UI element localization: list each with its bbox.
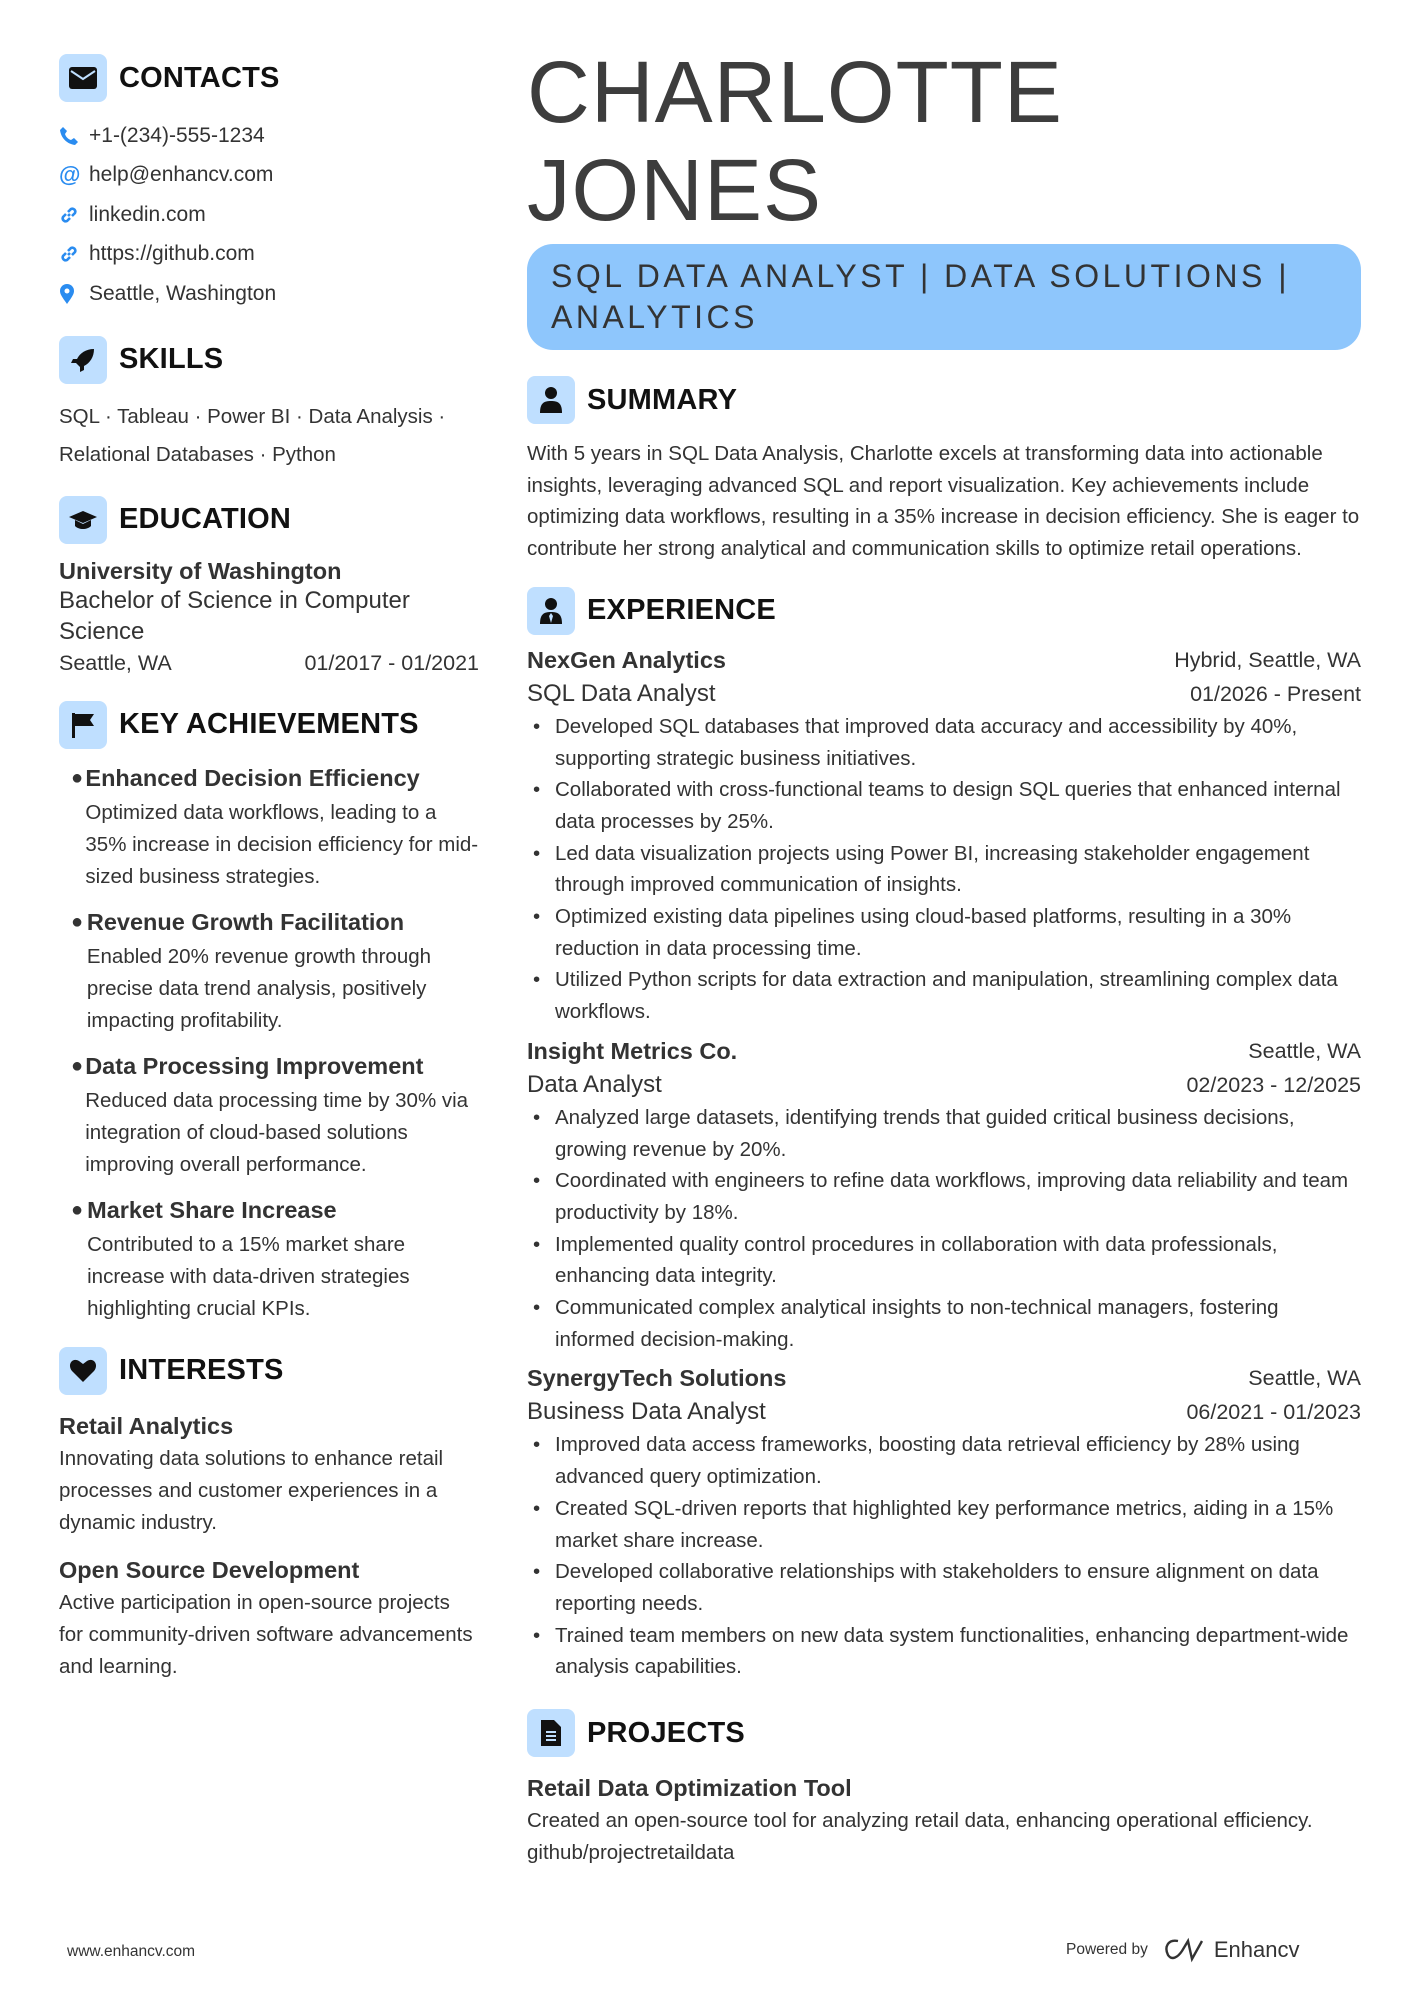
job-bullet: • Coordinated with engineers to refine data workflows, improving data reliability and team productivity by 18%. [527, 1165, 1361, 1228]
skills-list: Relational Databases · Python [59, 442, 336, 466]
skills-list: SQL · Tableau · Power BI · Data Analysis · [59, 404, 446, 428]
achievement-item [59, 1195, 479, 1325]
contact-text: Seattle, Washington [89, 281, 277, 305]
contact-item[interactable] [59, 116, 479, 156]
section-heading: EDUCATION [119, 503, 292, 535]
job-location: Seattle, WA [1248, 1038, 1361, 1063]
link-icon [59, 244, 89, 264]
achievement-title: Revenue Growth Facilitation [86, 908, 405, 935]
job-entry [527, 1361, 1361, 1683]
education-section [59, 496, 479, 679]
phone-icon [59, 126, 89, 146]
achievement-item [59, 763, 479, 893]
company-name: Insight Metrics Co. [527, 1037, 738, 1064]
job-entry [527, 643, 1361, 1028]
contact-text: linkedin.com [89, 202, 206, 226]
interest-item [59, 1409, 479, 1539]
job-dates: 01/2026 - Present [1190, 681, 1361, 706]
interests-section [59, 1347, 479, 1683]
section-heading: CONTACTS [119, 61, 280, 94]
envelope-icon [59, 54, 107, 102]
enhancv-brand: Enhancv [1213, 1937, 1300, 1962]
job-location: Seattle, WA [1248, 1366, 1361, 1391]
enhancv-logo-icon [1162, 1937, 1206, 1963]
job-dates: 06/2021 - 01/2023 [1186, 1400, 1361, 1425]
contact-item[interactable] [59, 156, 479, 196]
bullet-icon: ● [71, 910, 84, 933]
interest-description: Innovating data solutions to enhance retail processes and customer experiences in a dynamic industry. [59, 1446, 444, 1534]
achievement-item [59, 907, 479, 1037]
company-name: NexGen Analytics [527, 646, 726, 673]
job-title-banner: SQL DATA ANALYST | DATA SOLUTIONS | ANALYTICS [527, 244, 1361, 350]
interest-item [59, 1553, 479, 1683]
job-role: SQL Data Analyst [527, 679, 716, 707]
document-icon [527, 1709, 575, 1757]
contact-item[interactable] [59, 274, 479, 314]
degree: Bachelor of Science in Computer Science [59, 586, 410, 645]
job-entry [527, 1034, 1361, 1356]
bullet-icon: ● [71, 766, 84, 789]
projects-section [527, 1709, 1361, 1868]
section-heading: INTERESTS [119, 1354, 284, 1386]
achievement-item [59, 1051, 479, 1181]
section-heading: KEY ACHIEVEMENTS [119, 708, 419, 740]
summary-section [527, 376, 1361, 565]
education-dates: 01/2017 - 01/2021 [304, 650, 479, 675]
section-heading: SUMMARY [587, 383, 738, 416]
job-bullet: • Implemented quality control procedures in collaboration with data professionals, enhancing data integrity. [527, 1229, 1361, 1292]
location-icon [59, 283, 89, 305]
section-heading: SKILLS [119, 343, 224, 375]
job-bullet: • Collaborated with cross-functional teams to design SQL queries that enhanced internal data processes by 25%. [527, 774, 1361, 837]
contact-text: help@enhancv.com [89, 163, 274, 187]
skills-section [59, 336, 479, 474]
achievements-section [59, 701, 479, 1325]
job-bullet: • Utilized Python scripts for data extraction and manipulation, streamlining complex data workflows. [527, 964, 1361, 1027]
achievement-description: Contributed to a 15% market share increase with data-driven strategies highlighting crucial KPIs. [87, 1232, 410, 1320]
achievement-title: Data Processing Improvement [85, 1052, 424, 1079]
school-name: University of Washington [59, 557, 342, 584]
job-bullet: • Led data visualization projects using Power BI, increasing stakeholder engagement through improved communication of insights. [527, 838, 1361, 901]
bullet-icon: ● [71, 1198, 84, 1221]
job-role: Business Data Analyst [527, 1398, 766, 1426]
interest-description: Active participation in open-source projects for community-driven software advancements and learning. [59, 1590, 473, 1678]
section-heading: EXPERIENCE [587, 594, 776, 627]
bullet-icon: ● [71, 1054, 84, 1077]
footer-website[interactable]: www.enhancv.com [67, 1943, 196, 1960]
contact-text: https://github.com [89, 242, 255, 266]
rocket-icon [59, 336, 107, 384]
job-dates: 02/2023 - 12/2025 [1186, 1072, 1361, 1097]
job-bullet: • Optimized existing data pipelines using cloud-based platforms, resulting in a 30% reduction in data processing time. [527, 901, 1361, 964]
project-title: Retail Data Optimization Tool [527, 1775, 852, 1802]
contact-item[interactable] [59, 235, 479, 275]
at-icon: @ [59, 162, 81, 188]
experience-section [527, 587, 1361, 1683]
job-bullet: • Created SQL-driven reports that highlighted key performance metrics, aiding in a 15% market share increase. [527, 1493, 1361, 1556]
left-column [59, 54, 479, 1705]
job-bullet: • Trained team members on new data system functionalities, enhancing department-wide analysis capabilities. [527, 1620, 1361, 1683]
footer-branding [1066, 1937, 1299, 1963]
user-tie-icon [527, 587, 575, 635]
achievement-description: Optimized data workflows, leading to a 35% increase in decision efficiency for mid-sized business strategies. [85, 800, 479, 888]
job-bullet: • Developed collaborative relationships with stakeholders to ensure alignment on data reporting needs. [527, 1556, 1361, 1619]
project-description: Created an open-source tool for analyzing retail data, enhancing operational efficiency. github/projectretaildata [527, 1809, 1313, 1864]
job-role: Data Analyst [527, 1070, 662, 1098]
contact-item[interactable] [59, 195, 479, 235]
right-column [527, 44, 1361, 1891]
candidate-name: CHARLOTTE JONES [527, 44, 1063, 239]
summary-text: With 5 years in SQL Data Analysis, Charlotte excels at transforming data into actionable insights, leveraging advanced SQL and report visualization. Key achievements include optimizing data workflows, resulting in a 35% increase in decision efficiency. She is eager to contribute her strong analytical and communication skills to optimize retail operations. [527, 442, 1360, 561]
achievement-description: Reduced data processing time by 30% via integration of cloud-based solutions improving overall performance. [85, 1088, 469, 1176]
user-icon [527, 376, 575, 424]
achievement-description: Enabled 20% revenue growth through precise data trend analysis, positively impacting profitability. [86, 944, 432, 1032]
link-icon [59, 205, 89, 225]
job-location: Hybrid, Seattle, WA [1174, 647, 1361, 672]
interest-title: Open Source Development [59, 1556, 360, 1583]
section-heading: PROJECTS [587, 1716, 745, 1749]
job-bullet: • Improved data access frameworks, boosting data retrieval efficiency by 28% using advanced query optimization. [527, 1429, 1361, 1492]
achievement-title: Market Share Increase [87, 1196, 337, 1223]
interest-title: Retail Analytics [59, 1412, 234, 1439]
education-location: Seattle, WA [59, 650, 172, 675]
job-bullet: • Developed SQL databases that improved data accuracy and accessibility by 40%, supporting strategic business initiatives. [527, 711, 1361, 774]
achievement-title: Enhanced Decision Efficiency [85, 764, 420, 791]
job-bullet: • Communicated complex analytical insights to non-technical managers, fostering informed decision-making. [527, 1292, 1361, 1355]
job-bullet: • Analyzed large datasets, identifying trends that guided critical business decisions, growing revenue by 20%. [527, 1102, 1361, 1165]
contacts-section [59, 54, 479, 314]
company-name: SynergyTech Solutions [527, 1365, 787, 1392]
powered-by-label: Powered by [1066, 1941, 1148, 1958]
graduation-cap-icon [59, 496, 107, 544]
contact-text: +1-(234)-555-1234 [89, 123, 265, 147]
flag-icon [59, 701, 107, 749]
heart-icon [59, 1347, 107, 1395]
